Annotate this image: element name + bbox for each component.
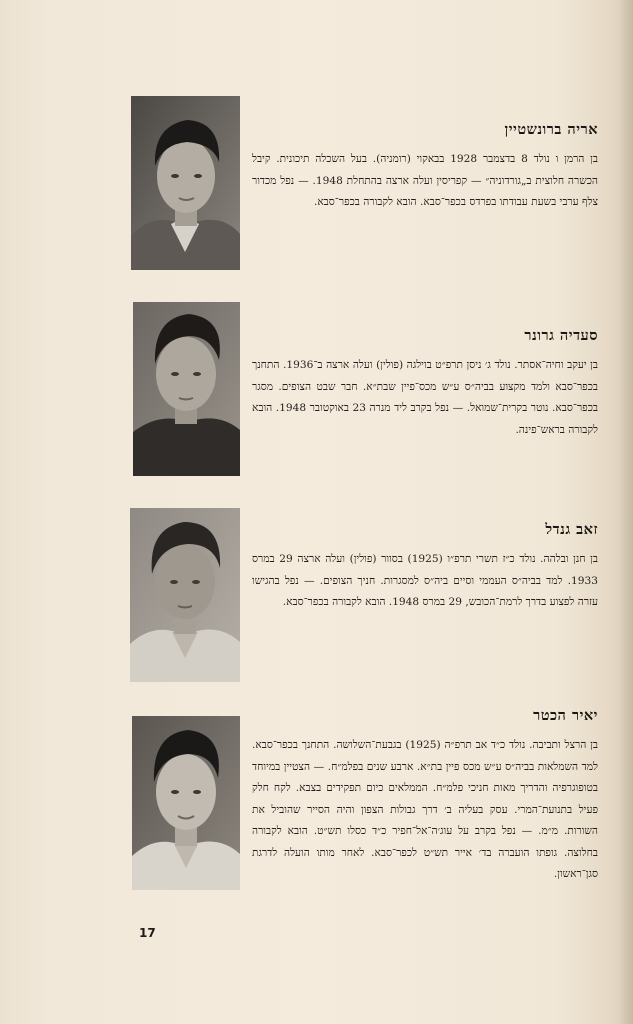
portrait-image — [131, 96, 240, 270]
entry-text — [252, 520, 598, 614]
portrait-photo — [132, 716, 240, 890]
page-number: 17 — [139, 926, 156, 940]
person-name: יאיר הכטר — [533, 707, 598, 724]
portrait-image — [130, 508, 240, 682]
person-biography: בן יעקב וחיה־אסתר. נולד ג׳ ניסן תרפ״ט בוילגה (פולין) ועלה ארצה ב־1936. התחנך בכפר־סבא ולמד מקצוע בביה״ס ע״ש מכס־פיין שבת״א. חבר שבט הצופים. מסגר בכפר־סבא. נוטר בקרית־שמואל. — נפל בקרב ליד מנרה 23 באוקטובר 1948. הובא לקבורה בראש־פינה. — [252, 359, 598, 436]
person-name: זאב גנדל — [545, 521, 598, 538]
entry-text — [252, 120, 598, 214]
portrait-image — [133, 302, 240, 476]
person-biography: בן הרצל ותביבה. נולד כ״ד אב תרפ״ה (1925) בגבעת־השלושה. התחנך בכפר־סבא. למד השמלאות בביה״ס ע״ש מכס פיין בת״א. ארבע שנים בפלמ״ח. — הצטיין במיוחד בטופוגרפיה והדריך מאות חניכי פלמ״ח. הממלאים כיום תפקידים בצבא. לקח חלק פעיל בתנועת־המרי. עסק בעליה ב׳ דרך גבולות הצפון והיה הסייר שהוביל את השורות. מ״מ. — נפל בקרב על עוג׳ה־אל־חפיר כ״ד כסלו תש״ט. הובא לקבורה בחלוצה. גופתו הועברה בד׳ אייר תש״ט לכפר־סבא. לאחר מותו הועלה לדרגת סגן־ראשון. — [252, 739, 598, 880]
person-biography: בן חנן ובלהה. נולד כ״ז תשרי תרפ״ו (1925) בסוור (פולין) ועלה ארצה 29 במרס 1933. למד בביה״ס העממי וסיים ביה״ס למסגרות. חניך הצופים. — נפל בהגישו עזרה לפצוע בדרך לרמת־הכובש, 29 במרס 1948. הובא לקבורה בכפר־סבא. — [252, 553, 598, 608]
person-name: סעדיה גרונר — [524, 327, 598, 344]
portrait-image — [132, 716, 240, 890]
portrait-photo — [133, 302, 240, 476]
portrait-photo — [131, 96, 240, 270]
person-name: אריה ברונשטיין — [504, 121, 598, 138]
entry-text — [252, 706, 598, 886]
portrait-photo — [130, 508, 240, 682]
person-biography: בן הרמן ו נולד 8 בדצמבר 1928 בבאקוי (רומניה). בעל השכלה תיכונית. קיבל הכשרה חלוצית ב„גורדוניה״ — קפריסין ועלה ארצה בהתחלת 1948. — נפל מכדור צלף ערבי בשעת עבודתו בפרדס בכפר־סבא. הובא לקבורה בכפר־סבא. — [252, 153, 598, 208]
entry-text — [252, 326, 598, 441]
